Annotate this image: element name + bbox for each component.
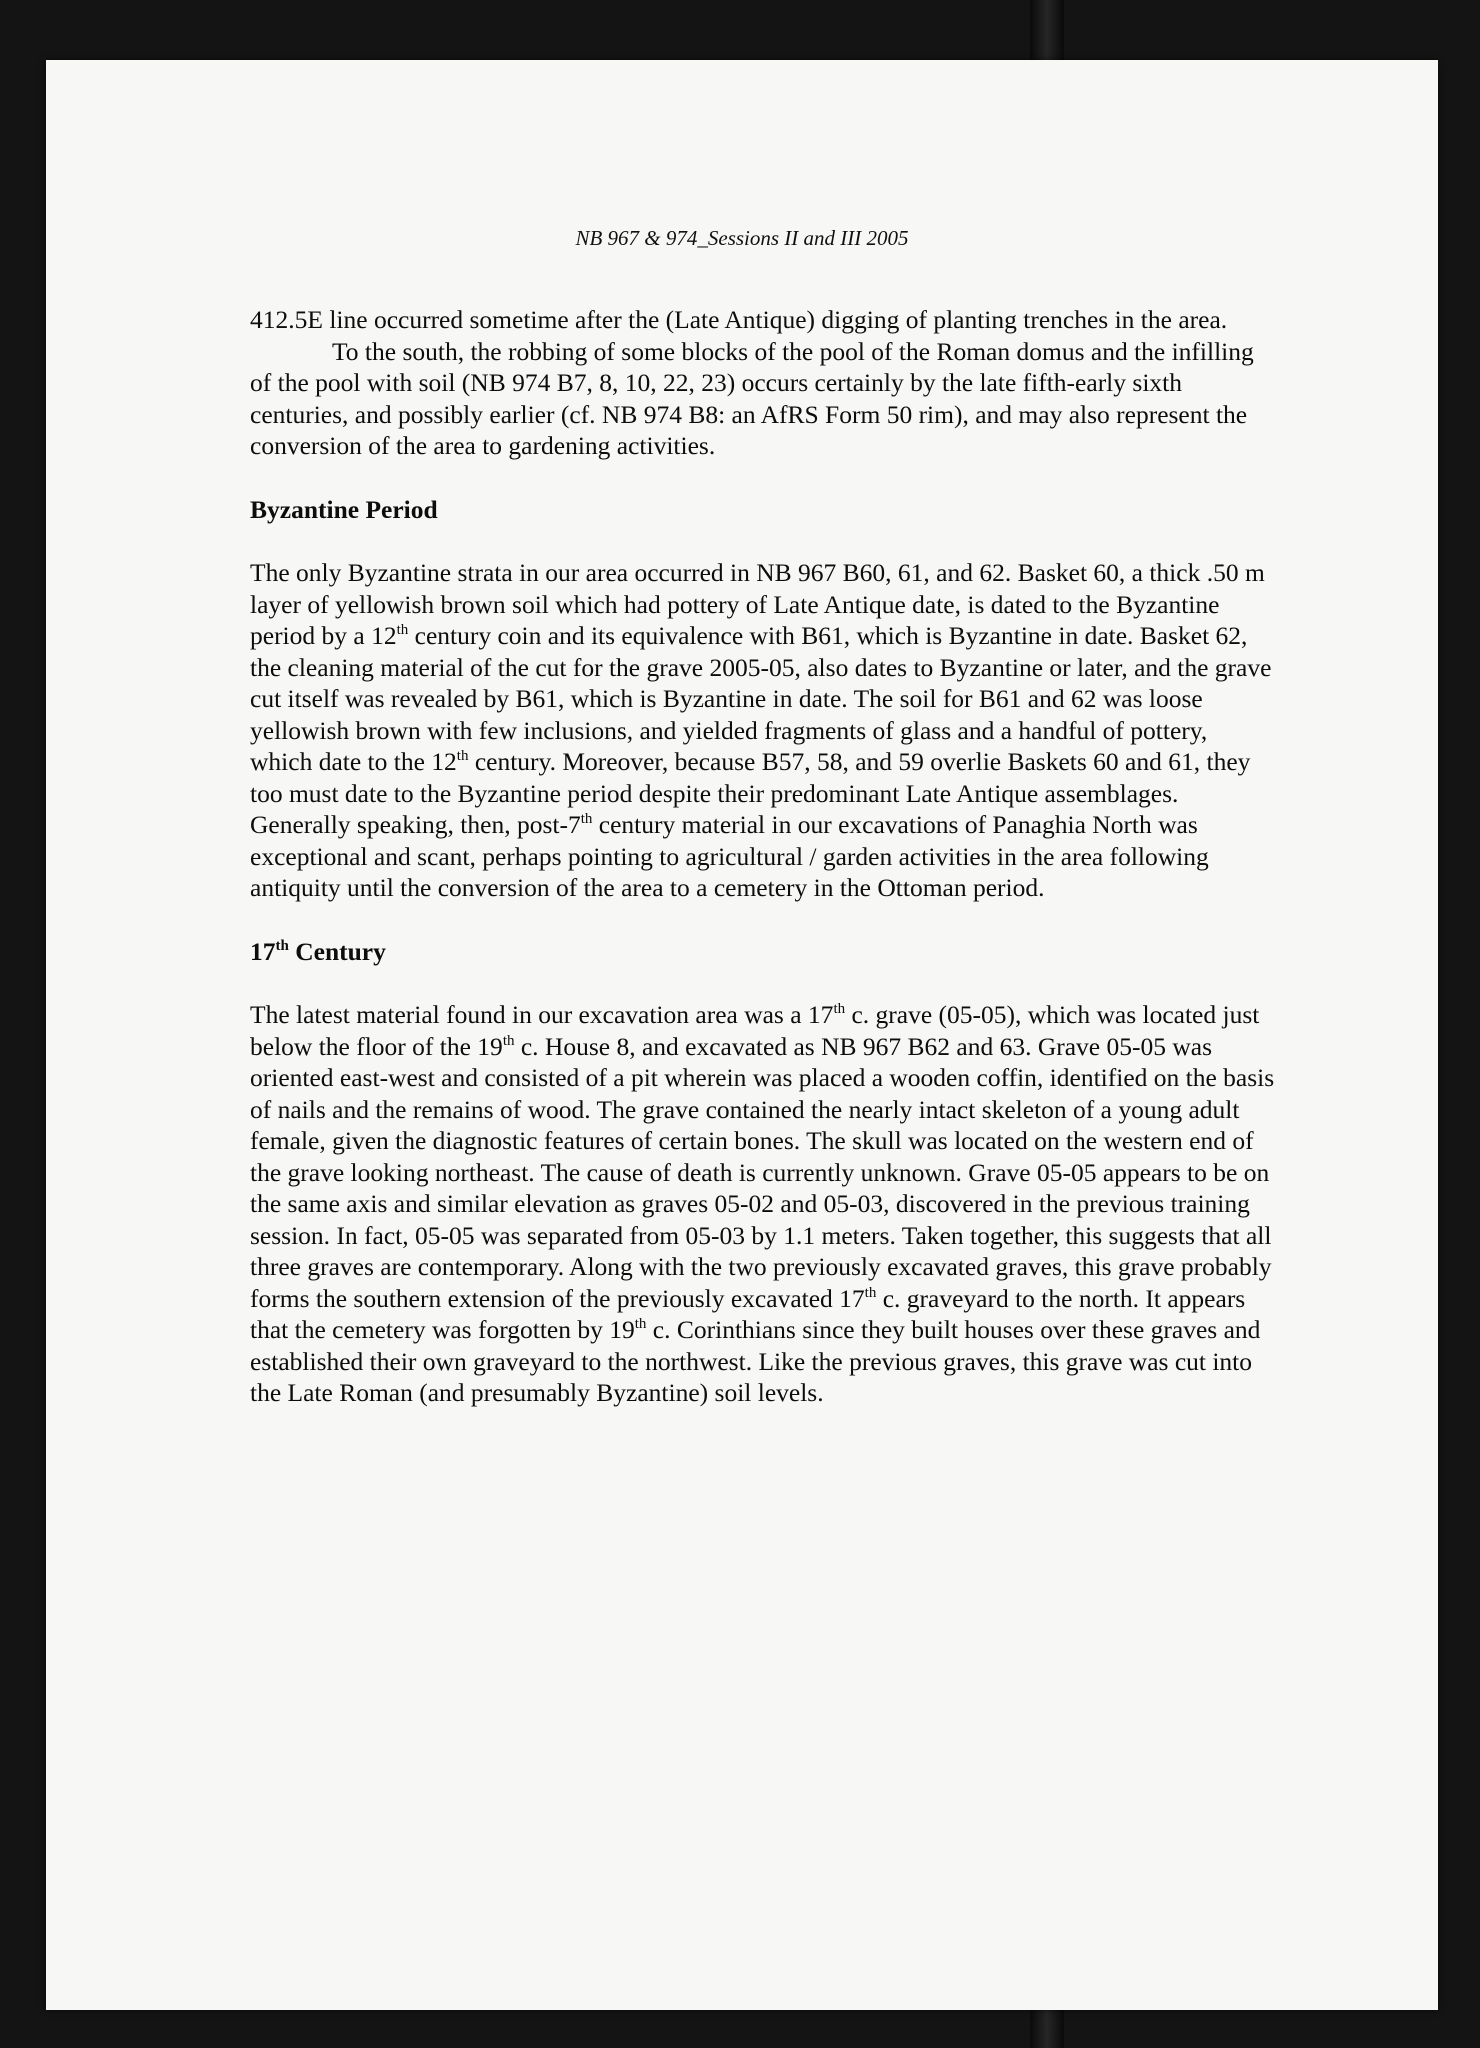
heading-17th-century: 17th Century	[250, 936, 386, 966]
running-header: NB 967 & 974_Sessions II and III 2005	[575, 226, 909, 250]
paragraph-continued: 412.5E line occurred sometime after the (Late Antique) digging of planting trenches in the area.	[250, 305, 1228, 334]
document-body	[250, 304, 1275, 1409]
heading-byzantine-period: Byzantine Period	[250, 494, 438, 524]
paragraph-byzantine: The only Byzantine strata in our area occurred in NB 967 B60, 61, and 62. Basket 60, a thick .50 m layer of yellowish brown soil which had pottery of Late Antique date, is dated to the Byzantine period by a 12th century coin and its equivalence with B61, which is Byzantine in date. Basket 62, the cleaning material of the cut for the grave 2005-05, also dates to Byzantine or later, and the grave cut itself was revealed by B61, which is Byzantine in date. The soil for B61 and 62 was loose yellowish brown with few inclusions, and yielded fragments of glass and a handful of pottery, which date to the 12th century. Moreover, because B57, 58, and 59 overlie Baskets 60 and 61, they too must date to the Byzantine period despite their predominant Late Antique assemblages. Generally speaking, then, post-7th century material in our excavations of Panaghia North was exceptional and scant, perhaps pointing to agricultural / garden activities in the area following antiquity until the conversion of the area to a cemetery in the Ottoman period.	[250, 558, 1272, 902]
paragraph-south: To the south, the robbing of some blocks of the pool of the Roman domus and the infilling of the pool with soil (NB 974 B7, 8, 10, 22, 23) occurs certainly by the late fifth-early sixth centuries, and possibly earlier (cf. NB 974 B8: an AfRS Form 50 rim), and may also represent the conversion of the area to gardening activities.	[250, 336, 1254, 460]
paragraph-17th-century: The latest material found in our excavation area was a 17th c. grave (05-05), which was located just below the floor of the 19th c. House 8, and excavated as NB 967 B62 and 63. Grave 05-05 was oriented east-west and consisted of a pit wherein was placed a wooden coffin, identified on the basis of nails and the remains of wood. The grave contained the nearly intact skeleton of a young adult female, given the diagnostic features of certain bones. The skull was located on the western end of the grave looking northeast. The cause of death is currently unknown. Grave 05-05 appears to be on the same axis and similar elevation as graves 05-02 and 05-03, discovered in the previous training session. In fact, 05-05 was separated from 05-03 by 1.1 meters. Taken together, this suggests that all three graves are contemporary. Along with the two previously excavated graves, this grave probably forms the southern extension of the previously excavated 17th c. graveyard to the north. It appears that the cemetery was forgotten by 19th c. Corinthians since they built houses over these graves and established their own graveyard to the northwest. Like the previous graves, this grave was cut into the Late Roman (and presumably Byzantine) soil levels.	[250, 1000, 1275, 1407]
document-page	[46, 60, 1438, 2010]
